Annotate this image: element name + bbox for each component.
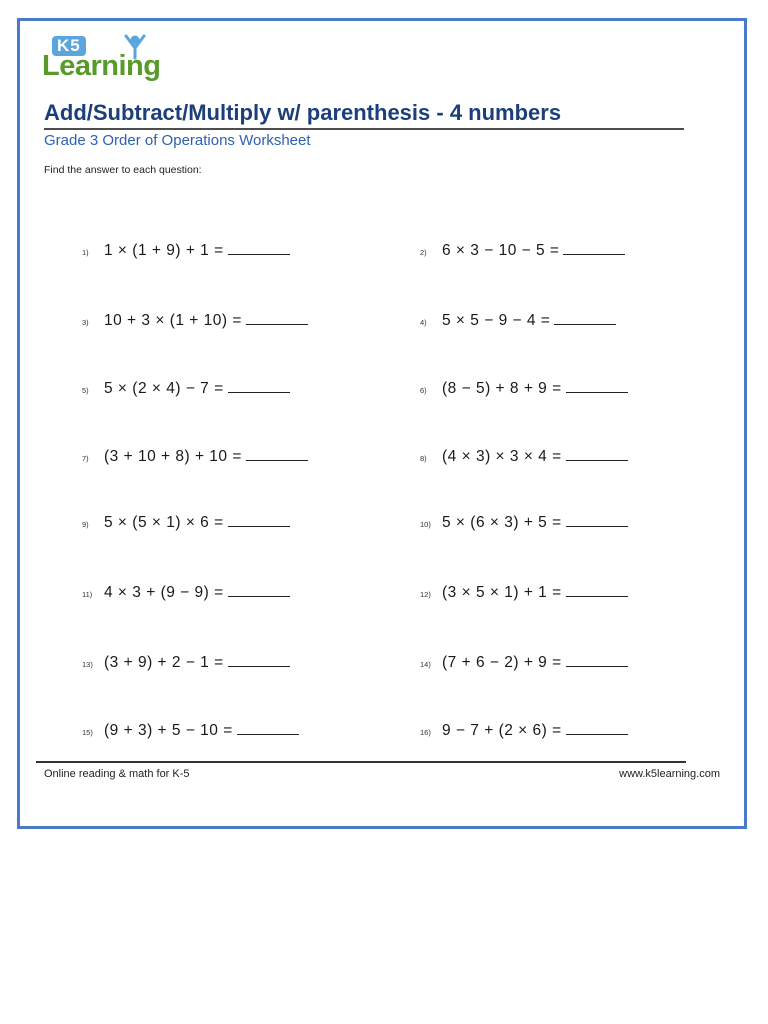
problem-number: 16) [420, 728, 431, 737]
problem-expression: 5 × 5 − 9 − 4 = [442, 312, 551, 329]
problem-expression: 9 − 7 + (2 × 6) = [442, 722, 562, 739]
answer-blank[interactable] [246, 448, 308, 461]
problem-number: 13) [82, 660, 93, 669]
problem-expression: 6 × 3 − 10 − 5 = [442, 242, 560, 259]
problem-item [420, 584, 628, 602]
problem-item [82, 584, 290, 602]
footer-website-link[interactable]: www.k5learning.com [619, 768, 720, 780]
problem-expression: 4 × 3 + (9 − 9) = [104, 584, 224, 601]
problem-item [82, 514, 290, 532]
problem-item [420, 380, 628, 398]
answer-blank[interactable] [228, 584, 290, 597]
problem-number: 15) [82, 728, 93, 737]
answer-blank[interactable] [237, 722, 299, 735]
problem-number: 7) [82, 454, 89, 463]
problem-number: 5) [82, 386, 89, 395]
problem-expression: (4 × 3) × 3 × 4 = [442, 448, 562, 465]
answer-blank[interactable] [228, 380, 290, 393]
problem-item [82, 380, 290, 398]
answer-blank[interactable] [228, 242, 290, 255]
logo-wordmark: Learning [42, 50, 161, 82]
problem-number: 8) [420, 454, 427, 463]
problem-number: 9) [82, 520, 89, 529]
problem-number: 11) [82, 590, 93, 599]
problem-item [420, 242, 625, 260]
logo-badge: K5 [52, 36, 86, 56]
problem-expression: (3 + 10 + 8) + 10 = [104, 448, 242, 465]
answer-blank[interactable] [563, 242, 625, 255]
problem-item [82, 722, 299, 740]
footer-divider [36, 761, 686, 763]
problem-number: 1) [82, 248, 89, 257]
problem-item [420, 722, 628, 740]
answer-blank[interactable] [566, 722, 628, 735]
problem-number: 14) [420, 660, 431, 669]
answer-blank[interactable] [566, 514, 628, 527]
problem-item [420, 654, 628, 672]
problem-expression: 5 × (5 × 1) × 6 = [104, 514, 224, 531]
problem-expression: 1 × (1 + 9) + 1 = [104, 242, 224, 259]
problem-number: 6) [420, 386, 427, 395]
answer-blank[interactable] [566, 654, 628, 667]
problem-expression: 10 + 3 × (1 + 10) = [104, 312, 242, 329]
problem-expression: (9 + 3) + 5 − 10 = [104, 722, 233, 739]
problem-item [82, 312, 308, 330]
problem-item [82, 448, 308, 466]
instructions: Find the answer to each question: [44, 164, 202, 176]
answer-blank[interactable] [554, 312, 616, 325]
answer-blank[interactable] [566, 448, 628, 461]
problem-expression: (7 + 6 − 2) + 9 = [442, 654, 562, 671]
problem-number: 2) [420, 248, 427, 257]
problem-item [420, 312, 616, 330]
problem-expression: 5 × (2 × 4) − 7 = [104, 380, 224, 397]
problem-number: 3) [82, 318, 89, 327]
problem-expression: (3 × 5 × 1) + 1 = [442, 584, 562, 601]
problem-item [420, 448, 628, 466]
page-subtitle: Grade 3 Order of Operations Worksheet [44, 132, 311, 149]
answer-blank[interactable] [228, 514, 290, 527]
problem-number: 12) [420, 590, 431, 599]
answer-blank[interactable] [566, 584, 628, 597]
problem-item [82, 654, 290, 672]
problem-item [420, 514, 628, 532]
problem-expression: 5 × (6 × 3) + 5 = [442, 514, 562, 531]
problem-expression: (3 + 9) + 2 − 1 = [104, 654, 224, 671]
problem-item [82, 242, 290, 260]
problem-expression: (8 − 5) + 8 + 9 = [442, 380, 562, 397]
answer-blank[interactable] [566, 380, 628, 393]
problem-number: 4) [420, 318, 427, 327]
problem-number: 10) [420, 520, 431, 529]
footer-tagline: Online reading & math for K-5 [44, 768, 190, 780]
answer-blank[interactable] [246, 312, 308, 325]
page-title: Add/Subtract/Multiply w/ parenthesis - 4 numbers [44, 100, 684, 130]
answer-blank[interactable] [228, 654, 290, 667]
